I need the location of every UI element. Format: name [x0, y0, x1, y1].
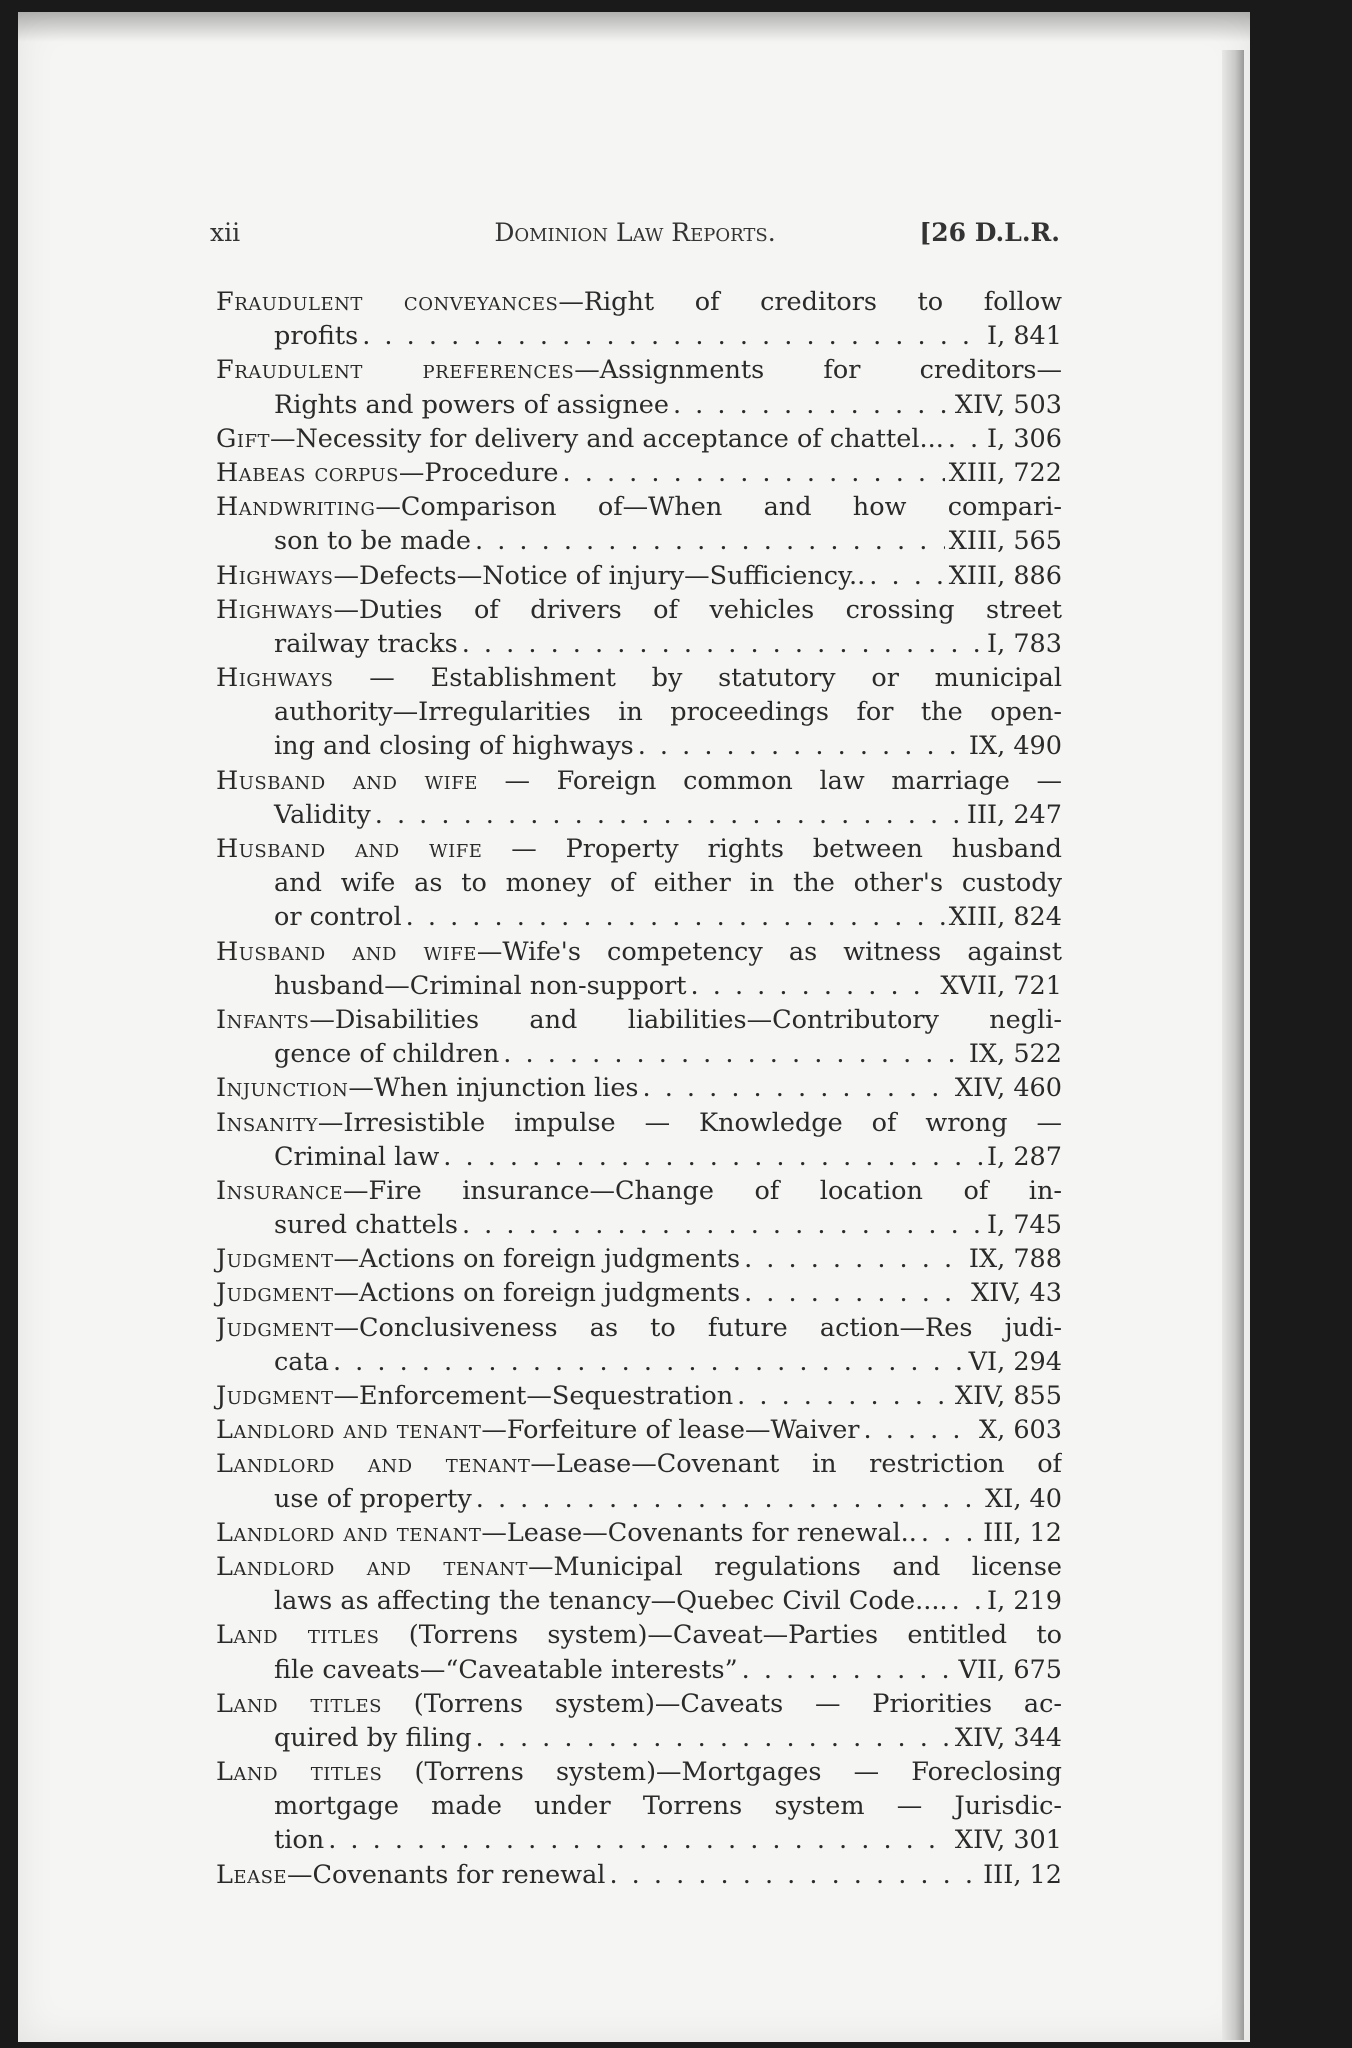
entry-text — [216, 1071, 639, 1105]
entry-heading: Fraudulent conveyances — [216, 287, 559, 317]
dot-leader — [952, 1584, 983, 1618]
entry-heading: Landlord and tenant — [216, 1415, 482, 1446]
entry-heading: Judgment — [216, 1381, 334, 1411]
dot-leader — [503, 1037, 965, 1071]
entry-line — [216, 1823, 1062, 1857]
index-entry — [216, 1071, 1062, 1105]
entry-description: —Fire insurance—Change of location of in- — [343, 1175, 1062, 1206]
entry-text — [216, 1242, 740, 1276]
entry-description: laws as affecting the tenancy—Quebec Civil Code.... — [274, 1586, 948, 1617]
dot-leader — [375, 798, 963, 832]
entry-heading: Infants — [216, 1004, 310, 1035]
volume-page-reference: XIII, 824 — [948, 902, 1062, 933]
entry-description: sured chattels — [274, 1210, 458, 1241]
entry-line — [216, 1071, 1062, 1105]
dot-leader — [475, 524, 945, 558]
volume-page-reference: III, 12 — [983, 1517, 1062, 1548]
entry-heading: Judgment — [216, 1278, 334, 1309]
entry-line — [216, 1687, 1062, 1721]
entry-line — [216, 798, 1062, 832]
entry-text — [216, 1276, 740, 1310]
entry-line — [216, 1037, 1062, 1071]
entry-text — [274, 1721, 472, 1755]
entry-heading: Fraudulent preferences — [216, 355, 575, 386]
entry-line — [216, 1174, 1062, 1208]
entry-line — [216, 1345, 1062, 1379]
entry-line — [216, 1721, 1062, 1755]
entry-description: gence of children — [274, 1039, 500, 1070]
entry-heading: Landlord and tenant — [216, 1449, 531, 1480]
index-entry — [216, 1618, 1062, 1686]
dot-leader — [673, 388, 951, 422]
index-entry — [216, 832, 1062, 935]
entry-line — [216, 1789, 1062, 1823]
entry-line — [216, 559, 1062, 593]
entry-line — [216, 1482, 1062, 1516]
entry-text — [274, 627, 458, 661]
volume-page-reference: IX, 788 — [968, 1244, 1062, 1275]
entry-description: —Forfeiture of lease—Waiver — [481, 1415, 860, 1446]
entry-text — [216, 422, 944, 456]
entry-description: —Municipal regulations and license — [528, 1551, 1062, 1582]
index-entry — [216, 1858, 1062, 1892]
dot-leader — [462, 1208, 983, 1242]
entry-description: or control — [274, 902, 402, 933]
entry-line — [216, 1140, 1062, 1174]
volume-page-reference: XIII, 722 — [948, 457, 1062, 488]
index-entry — [216, 1174, 1062, 1242]
entry-description: —Wife's competency as witness against — [476, 936, 1062, 967]
dot-leader — [737, 1379, 951, 1413]
dot-leader — [406, 900, 945, 934]
index-entry — [216, 353, 1062, 421]
entry-line — [216, 1755, 1062, 1789]
entry-line — [216, 1653, 1062, 1687]
entry-line — [216, 1858, 1062, 1892]
entry-description: — Establishment by statutory or municipal — [333, 663, 1062, 694]
entry-description: —Lease—Covenants for renewal.. — [481, 1517, 917, 1548]
index-entry — [216, 490, 1062, 558]
index-entry — [216, 1755, 1062, 1858]
volume-page-reference: XIII, 886 — [948, 560, 1062, 591]
entry-line — [216, 1208, 1062, 1242]
dot-leader — [476, 1482, 981, 1516]
entry-heading: Landlord and tenant — [216, 1551, 529, 1582]
entry-line — [216, 1516, 1062, 1550]
entry-line — [216, 1242, 1062, 1276]
entry-description: cata — [274, 1346, 329, 1377]
entry-description: quired by filing — [274, 1722, 472, 1753]
index-entry — [216, 593, 1062, 661]
index-entry — [216, 1311, 1062, 1379]
entry-line — [216, 969, 1062, 1003]
entry-description: (Torrens system)—Caveat—Parties entitled to — [379, 1620, 1062, 1651]
entry-text — [274, 388, 669, 422]
dot-leader — [609, 1858, 979, 1892]
volume-page-reference: VII, 675 — [958, 1654, 1062, 1685]
entry-heading: Injunction — [216, 1073, 349, 1104]
entry-text — [274, 969, 687, 1003]
entry-line — [216, 1447, 1062, 1481]
entry-heading: Highways — [216, 560, 334, 591]
volume-page-reference: I, 219 — [987, 1586, 1062, 1617]
entry-heading: Insanity — [216, 1107, 318, 1138]
index-entry — [216, 1516, 1062, 1550]
entry-heading: Handwriting — [216, 492, 376, 523]
entry-description: —Duties of drivers of vehicles crossing street — [333, 594, 1062, 625]
entry-line — [216, 490, 1062, 524]
entry-text — [274, 1653, 738, 1687]
index-entry — [216, 285, 1062, 353]
dot-leader — [328, 1823, 951, 1857]
entry-line — [216, 661, 1062, 695]
entry-line — [216, 524, 1062, 558]
entry-line — [216, 695, 1062, 729]
entry-heading: Land titles — [216, 1757, 383, 1788]
running-header — [210, 218, 1060, 258]
entry-description: —Defects—Notice of injury—Sufficiency.. — [333, 560, 866, 591]
dot-leader — [476, 1721, 951, 1755]
dot-leader — [744, 1276, 967, 1310]
entry-heading: Insurance — [216, 1175, 344, 1206]
entry-text — [274, 798, 371, 832]
entry-description: file caveats—“Caveatable interests” — [274, 1654, 738, 1685]
entry-line — [216, 319, 1062, 353]
entry-line — [216, 1276, 1062, 1310]
entry-heading: Lease — [216, 1859, 288, 1890]
dot-leader — [643, 1071, 951, 1105]
entry-text — [274, 1037, 499, 1071]
entry-text — [274, 1208, 458, 1242]
entry-description: profits — [274, 321, 359, 352]
index-entry — [216, 1447, 1062, 1515]
index-entries — [216, 285, 1062, 1892]
entry-description: Rights and powers of assignee — [274, 389, 669, 420]
index-entry — [216, 1242, 1062, 1276]
volume-reference: [26 D.L.R. — [919, 218, 1060, 247]
volume-page-reference: X, 603 — [978, 1415, 1062, 1446]
entry-heading: Husband and wife — [216, 765, 478, 796]
volume-page-reference: XI, 40 — [985, 1483, 1062, 1514]
entry-description: —Actions on foreign judgments — [333, 1278, 741, 1309]
volume-page-reference: XIV, 460 — [954, 1073, 1062, 1104]
entry-heading: Highways — [216, 663, 334, 694]
entry-text — [216, 1858, 605, 1892]
volume-page-reference: III, 247 — [966, 799, 1062, 830]
entry-description: —Actions on foreign judgments — [333, 1244, 741, 1275]
index-entry — [216, 764, 1062, 832]
entry-line — [216, 1106, 1062, 1140]
entry-line — [216, 353, 1062, 387]
index-entry — [216, 1003, 1062, 1071]
entry-text — [216, 1379, 733, 1413]
volume-page-reference: XIV, 503 — [954, 389, 1062, 420]
volume-page-reference: XIV, 855 — [954, 1381, 1062, 1411]
entry-description: — Foreign common law marriage — — [477, 765, 1062, 796]
dot-leader — [691, 969, 937, 1003]
entry-line — [216, 1379, 1062, 1413]
entry-heading: Highways — [216, 594, 334, 625]
entry-description: railway tracks — [274, 628, 458, 659]
entry-description: —Enforcement—Sequestration — [333, 1381, 734, 1411]
index-entry — [216, 1413, 1062, 1447]
entry-line — [216, 729, 1062, 763]
dot-leader — [462, 627, 983, 661]
entry-line — [216, 456, 1062, 490]
index-entry — [216, 559, 1062, 593]
dot-leader — [563, 456, 945, 490]
entry-heading: Landlord and tenant — [216, 1517, 482, 1548]
entry-heading: Husband and wife — [216, 936, 477, 967]
dot-leader — [864, 1413, 975, 1447]
volume-page-reference: XIV, 344 — [954, 1722, 1062, 1753]
entry-description: —Conclusiveness as to future action—Res judi- — [333, 1312, 1062, 1343]
entry-line — [216, 1311, 1062, 1345]
entry-line — [216, 900, 1062, 934]
entry-description: —Assignments for creditors— — [574, 355, 1062, 386]
volume-page-reference: I, 783 — [987, 628, 1062, 659]
dot-leader — [948, 422, 983, 456]
page-edge — [1222, 50, 1244, 2040]
volume-page-reference: XIV, 301 — [954, 1825, 1062, 1856]
volume-page-reference: I, 306 — [987, 423, 1062, 454]
entry-line — [216, 1003, 1062, 1037]
volume-page-reference: XVII, 721 — [940, 970, 1062, 1001]
entry-description: mortgage made under Torrens system — Jurisdic- — [274, 1791, 1062, 1822]
entry-description: ing and closing of highways — [274, 731, 634, 762]
entry-description: — Property rights between husband — [482, 834, 1062, 864]
entry-text — [274, 1345, 329, 1379]
entry-description: Validity — [274, 799, 371, 830]
entry-line — [216, 593, 1062, 627]
dot-leader — [921, 1516, 979, 1550]
entry-text — [216, 456, 559, 490]
index-entry — [216, 1106, 1062, 1174]
entry-description: husband—Criminal non-support — [274, 970, 687, 1001]
entry-description: —Right of creditors to follow — [558, 287, 1062, 317]
volume-page-reference: IX, 490 — [968, 731, 1062, 762]
entry-text — [274, 524, 471, 558]
dot-leader — [742, 1653, 955, 1687]
index-entry — [216, 422, 1062, 456]
entry-line — [216, 764, 1062, 798]
entry-description: —Procedure — [398, 457, 559, 488]
entry-description: authority—Irregularities in proceedings for the open- — [274, 697, 1062, 728]
entry-text — [216, 1516, 917, 1550]
dot-leader — [869, 559, 944, 593]
entry-description: —Necessity for delivery and acceptance of chattel... — [269, 423, 944, 454]
entry-description: —When injunction lies — [348, 1073, 639, 1104]
entry-heading: Land titles — [216, 1688, 382, 1719]
page-top-shadow — [18, 12, 1250, 42]
entry-text — [216, 1413, 860, 1447]
entry-line — [216, 1550, 1062, 1584]
entry-line — [216, 832, 1062, 866]
volume-page-reference: IX, 522 — [968, 1039, 1062, 1070]
dot-leader — [443, 1140, 983, 1174]
index-entry — [216, 935, 1062, 1003]
page-number: xii — [210, 218, 241, 247]
entry-description: —Disabilities and liabilities—Contributory negli- — [309, 1004, 1062, 1035]
entry-description: use of property — [274, 1483, 472, 1514]
entry-heading: Land titles — [216, 1620, 380, 1651]
entry-heading: Habeas corpus — [216, 457, 399, 488]
entry-text — [274, 1482, 472, 1516]
volume-page-reference: I, 841 — [987, 321, 1062, 352]
entry-text — [274, 1823, 324, 1857]
entry-heading: Gift — [216, 423, 270, 454]
entry-line — [216, 935, 1062, 969]
index-entry — [216, 1379, 1062, 1413]
entry-line — [216, 1618, 1062, 1652]
entry-line — [216, 1413, 1062, 1447]
entry-description: (Torrens system)—Caveats — Priorities ac- — [381, 1688, 1062, 1719]
volume-page-reference: III, 12 — [983, 1859, 1062, 1890]
entry-description: son to be made — [274, 526, 471, 557]
entry-text — [274, 900, 402, 934]
entry-text — [216, 559, 865, 593]
index-entry — [216, 1687, 1062, 1755]
volume-page-reference: VI, 294 — [968, 1346, 1062, 1377]
entry-text — [274, 1584, 948, 1618]
index-entry — [216, 456, 1062, 490]
entry-text — [274, 319, 358, 353]
entry-text — [274, 1140, 439, 1174]
index-entry — [216, 1550, 1062, 1618]
entry-description: —Irresistible impulse — Knowledge of wrong — — [317, 1107, 1062, 1138]
dot-leader — [638, 729, 965, 763]
entry-heading: Judgment — [216, 1244, 334, 1275]
volume-page-reference: XIV, 43 — [971, 1278, 1062, 1309]
running-title: Dominion Law Reports. — [494, 218, 776, 247]
entry-line — [216, 1584, 1062, 1618]
volume-page-reference: XIII, 565 — [948, 526, 1062, 557]
entry-description: and wife as to money of either in the other's custody — [274, 868, 1062, 899]
entry-line — [216, 422, 1062, 456]
entry-description: Criminal law — [274, 1141, 440, 1172]
volume-page-reference: I, 745 — [987, 1210, 1062, 1241]
entry-heading: Husband and wife — [216, 834, 483, 864]
entry-description: —Lease—Covenant in restriction of — [530, 1449, 1062, 1480]
entry-description: —Comparison of—When and how compari- — [375, 492, 1062, 523]
entry-text — [274, 729, 634, 763]
entry-heading: Judgment — [216, 1312, 334, 1343]
entry-description: (Torrens system)—Mortgages — Foreclosing — [382, 1757, 1062, 1788]
volume-page-reference: I, 287 — [987, 1141, 1062, 1172]
entry-description: tion — [274, 1825, 325, 1856]
dot-leader — [744, 1242, 965, 1276]
entry-line — [216, 388, 1062, 422]
index-entry — [216, 1276, 1062, 1310]
entry-line — [216, 285, 1062, 319]
entry-description: —Covenants for renewal — [287, 1859, 606, 1890]
dot-leader — [333, 1345, 965, 1379]
index-entry — [216, 661, 1062, 764]
entry-line — [216, 627, 1062, 661]
entry-line — [216, 866, 1062, 900]
dot-leader — [362, 319, 983, 353]
